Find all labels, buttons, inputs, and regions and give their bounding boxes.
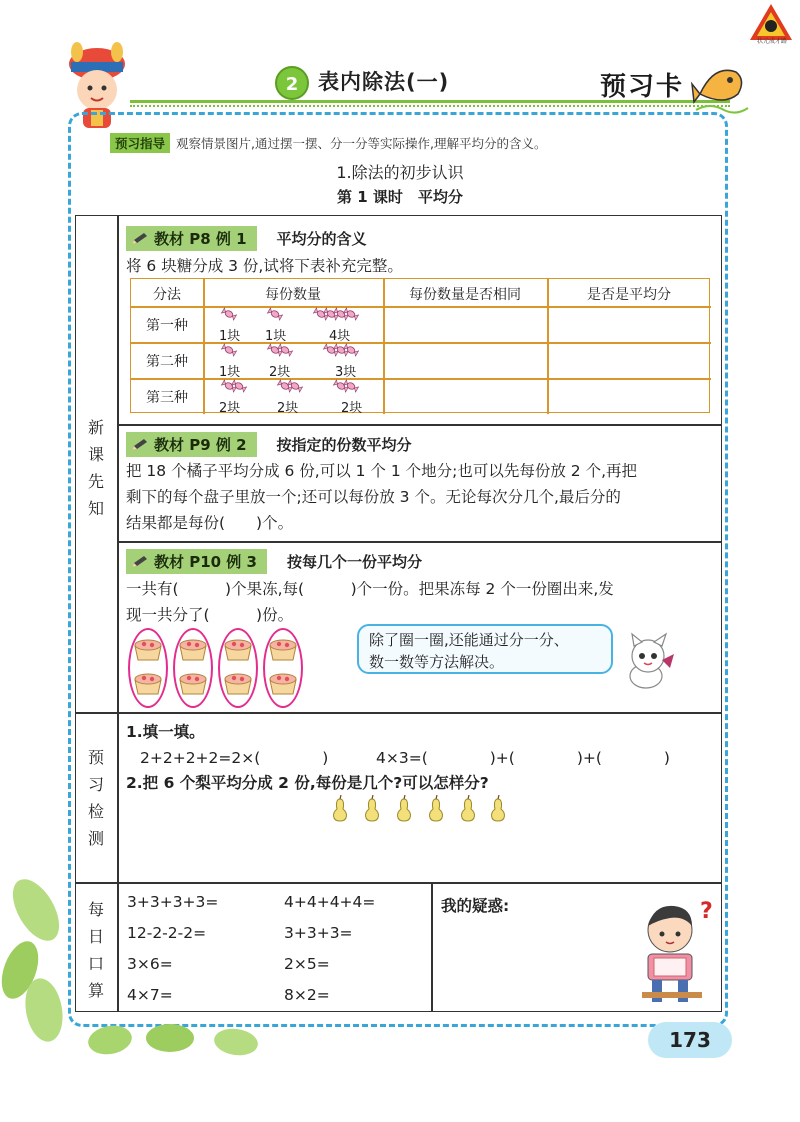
table-divider — [117, 215, 119, 1012]
row-method-2: 第二种 — [146, 354, 188, 370]
count-2-3: 3块 — [335, 365, 357, 380]
calc-item: 3×6= — [127, 955, 173, 973]
calc-item: 4×7= — [127, 986, 173, 1004]
table-divider — [431, 882, 433, 1012]
col-header-equal: 是否是平均分 — [587, 287, 671, 303]
count-2-1: 1块 — [219, 365, 241, 380]
page-number: 173 — [648, 1022, 732, 1058]
example2-line2: 剩下的每个盘子里放一个;还可以每份放 3 个。无论每次分几个,最后分的 — [126, 488, 621, 506]
pencil-icon — [130, 555, 148, 569]
question-1-eq1: 2+2+2+2=2×( ) — [140, 749, 329, 767]
count-3-1: 2块 — [219, 401, 241, 416]
section-title: 1.除法的初步认识 — [336, 163, 464, 182]
question-1: 1.填一填。 — [126, 723, 205, 741]
side-label-new-lesson: 新课先知 — [88, 418, 105, 518]
side-label-preview-check: 预习检测 — [88, 748, 105, 848]
unit-title: 表内除法(一) — [318, 70, 450, 94]
unit-number-badge: 2 — [275, 66, 309, 100]
pencil-icon — [130, 232, 148, 246]
hint-bubble: 除了圈一圈,还能通过分一分、 数一数等方法解决。 — [357, 624, 613, 674]
count-2-2: 2块 — [269, 365, 291, 380]
question-1-eq2: 4×3=( )+( )+( ) — [376, 749, 670, 767]
calc-item: 12-2-2-2= — [127, 924, 207, 942]
candy-table — [130, 278, 710, 416]
example3-line2: 现一共分了( )份。 — [126, 606, 294, 624]
count-1-2: 1块 — [265, 329, 287, 344]
count-1-3: 4块 — [329, 329, 351, 344]
row-method-1: 第一种 — [146, 318, 188, 334]
example1-topic: 平均分的含义 — [276, 230, 367, 248]
calc-item: 2×5= — [284, 955, 330, 973]
preview-guide — [110, 133, 546, 153]
fish-mascot-icon — [690, 54, 750, 116]
pear-icons — [328, 795, 510, 823]
example3-topic: 按每几个一份平均分 — [286, 553, 422, 571]
example1-heading — [126, 226, 367, 251]
col-header-same: 每份数量是否相同 — [409, 287, 521, 303]
period-title: 第 1 课时 平均分 — [337, 188, 463, 206]
svg-text:?: ? — [700, 899, 713, 924]
example2-topic: 按指定的份数平均分 — [276, 436, 412, 454]
example2-tag: 教材 P9 例 2 — [126, 432, 257, 457]
preview-guide-text: 观察情景图片,通过摆一摆、分一分等实际操作,理解平均分的含义。 — [176, 136, 547, 151]
calc-item: 4+4+4+4= — [284, 893, 376, 911]
header-dotted-rule — [130, 105, 730, 107]
reading-boy-icon — [634, 896, 716, 1006]
row-method-3: 第三种 — [146, 390, 188, 406]
pencil-icon — [130, 438, 148, 452]
example3-heading — [126, 549, 422, 574]
example1-prompt: 将 6 块糖分成 3 份,试将下表补充完整。 — [126, 257, 403, 275]
col-header-count: 每份数量 — [265, 287, 321, 303]
example3-line1: 一共有( )个果冻,每( )个一份。把果冻每 2 个一份圈出来,发 — [126, 580, 614, 598]
calc-item: 3+3+3+3= — [127, 893, 219, 911]
publisher-logo-text: 状元成才路 — [756, 38, 787, 45]
question-2: 2.把 6 个梨平均分成 2 份,每份是几个?可以怎样分? — [126, 774, 489, 792]
table-divider — [75, 882, 722, 884]
count-3-2: 2块 — [277, 401, 299, 416]
cat-mascot-icon — [618, 630, 680, 692]
preview-card-label: 预习卡 — [600, 72, 685, 102]
example3-tag: 教材 P10 例 3 — [126, 549, 267, 574]
example2-line3: 结果都是每份( )个。 — [126, 514, 294, 532]
example2-line1: 把 18 个橘子平均分成 6 份,可以 1 个 1 个地分;也可以先每份放 2 个,再把 — [126, 462, 638, 480]
preview-guide-label: 预习指导 — [110, 133, 170, 153]
table-divider — [118, 424, 722, 426]
jelly-cup-icons — [128, 628, 304, 708]
count-3-3: 2块 — [341, 401, 363, 416]
my-doubt-label: 我的疑惑: — [441, 897, 510, 915]
col-header-method: 分法 — [153, 287, 181, 303]
calc-item: 3+3+3= — [284, 924, 353, 942]
table-divider — [75, 712, 722, 714]
example1-tag: 教材 P8 例 1 — [126, 226, 257, 251]
table-divider — [118, 541, 722, 543]
calc-item: 8×2= — [284, 986, 330, 1004]
example2-heading — [126, 432, 412, 457]
side-label-daily-calc: 每日口算 — [88, 900, 105, 1000]
count-1-1: 1块 — [219, 329, 241, 344]
